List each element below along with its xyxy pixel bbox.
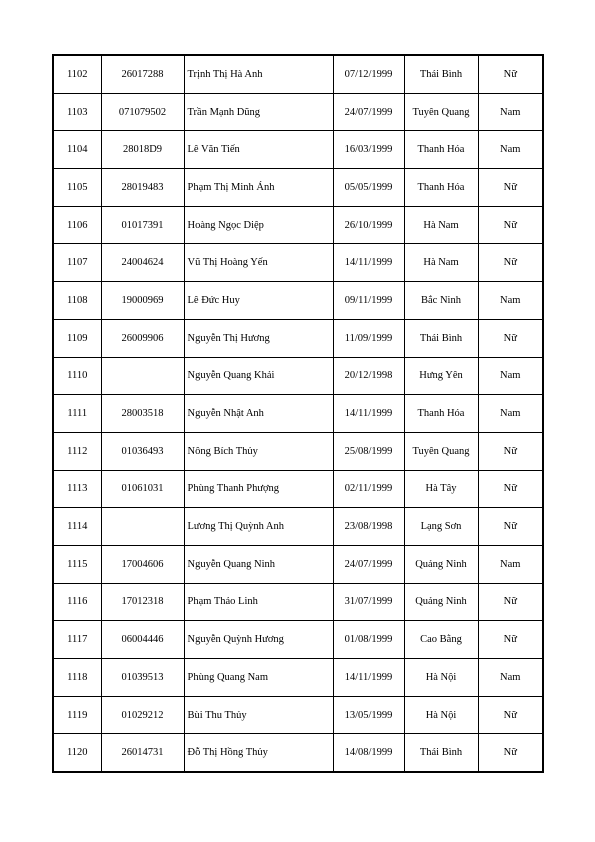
table-row — [53, 93, 543, 131]
gender-cell: Nữ — [478, 508, 543, 546]
table-row — [53, 319, 543, 357]
table-row — [53, 131, 543, 169]
full-name-cell: Phạm Thảo Linh — [184, 583, 333, 621]
full-name-cell: Nông Bích Thủy — [184, 432, 333, 470]
gender-cell: Nam — [478, 545, 543, 583]
province-cell: Tuyên Quang — [404, 93, 478, 131]
gender-cell: Nữ — [478, 55, 543, 93]
candidate-id-cell: 24004624 — [101, 244, 184, 282]
date-of-birth-cell: 11/09/1999 — [333, 319, 404, 357]
date-of-birth-cell: 20/12/1998 — [333, 357, 404, 395]
row-number-cell: 1117 — [53, 621, 101, 659]
full-name-cell: Nguyễn Nhật Anh — [184, 395, 333, 433]
gender-cell: Nam — [478, 357, 543, 395]
candidate-id-cell: 01039513 — [101, 659, 184, 697]
candidate-id-cell: 28003518 — [101, 395, 184, 433]
gender-cell: Nam — [478, 659, 543, 697]
full-name-cell: Nguyễn Quang Khải — [184, 357, 333, 395]
candidate-id-cell: 17012318 — [101, 583, 184, 621]
date-of-birth-cell: 14/11/1999 — [333, 659, 404, 697]
full-name-cell: Phùng Quang Nam — [184, 659, 333, 697]
date-of-birth-cell: 07/12/1999 — [333, 55, 404, 93]
full-name-cell: Nguyễn Quang Ninh — [184, 545, 333, 583]
full-name-cell: Lê Văn Tiến — [184, 131, 333, 169]
gender-cell: Nữ — [478, 583, 543, 621]
table-row — [53, 583, 543, 621]
row-number-cell: 1103 — [53, 93, 101, 131]
gender-cell: Nữ — [478, 169, 543, 207]
full-name-cell: Hoàng Ngọc Diệp — [184, 206, 333, 244]
table-row — [53, 734, 543, 772]
province-cell: Thái Bình — [404, 55, 478, 93]
row-number-cell: 1116 — [53, 583, 101, 621]
full-name-cell: Phùng Thanh Phượng — [184, 470, 333, 508]
row-number-cell: 1104 — [53, 131, 101, 169]
candidate-id-cell: 06004446 — [101, 621, 184, 659]
date-of-birth-cell: 02/11/1999 — [333, 470, 404, 508]
province-cell: Thái Bình — [404, 734, 478, 772]
gender-cell: Nam — [478, 93, 543, 131]
gender-cell: Nữ — [478, 734, 543, 772]
candidate-id-cell: 01061031 — [101, 470, 184, 508]
row-number-cell: 1119 — [53, 696, 101, 734]
row-number-cell: 1112 — [53, 432, 101, 470]
date-of-birth-cell: 14/08/1999 — [333, 734, 404, 772]
full-name-cell: Vũ Thị Hoàng Yến — [184, 244, 333, 282]
candidate-id-cell: 26014731 — [101, 734, 184, 772]
full-name-cell: Lương Thị Quỳnh Anh — [184, 508, 333, 546]
date-of-birth-cell: 24/07/1999 — [333, 93, 404, 131]
table-row — [53, 169, 543, 207]
gender-cell: Nữ — [478, 432, 543, 470]
full-name-cell: Nguyễn Thị Hương — [184, 319, 333, 357]
table-row — [53, 696, 543, 734]
gender-cell: Nữ — [478, 244, 543, 282]
gender-cell: Nam — [478, 395, 543, 433]
date-of-birth-cell: 23/08/1998 — [333, 508, 404, 546]
full-name-cell: Đỗ Thị Hồng Thủy — [184, 734, 333, 772]
row-number-cell: 1111 — [53, 395, 101, 433]
date-of-birth-cell: 14/11/1999 — [333, 244, 404, 282]
gender-cell: Nữ — [478, 696, 543, 734]
candidate-id-cell: 01017391 — [101, 206, 184, 244]
province-cell: Thanh Hóa — [404, 395, 478, 433]
full-name-cell: Nguyễn Quỳnh Hương — [184, 621, 333, 659]
candidate-id-cell: 26009906 — [101, 319, 184, 357]
candidate-id-cell: 26017288 — [101, 55, 184, 93]
row-number-cell: 1107 — [53, 244, 101, 282]
table-row — [53, 659, 543, 697]
province-cell: Thanh Hóa — [404, 131, 478, 169]
date-of-birth-cell: 09/11/1999 — [333, 282, 404, 320]
province-cell: Hà Nội — [404, 659, 478, 697]
row-number-cell: 1118 — [53, 659, 101, 697]
gender-cell: Nữ — [478, 621, 543, 659]
row-number-cell: 1120 — [53, 734, 101, 772]
date-of-birth-cell: 24/07/1999 — [333, 545, 404, 583]
gender-cell: Nam — [478, 131, 543, 169]
province-cell: Bắc Ninh — [404, 282, 478, 320]
candidate-id-cell: 071079502 — [101, 93, 184, 131]
table-row — [53, 432, 543, 470]
full-name-cell: Trịnh Thị Hà Anh — [184, 55, 333, 93]
row-number-cell: 1106 — [53, 206, 101, 244]
province-cell: Hà Nam — [404, 206, 478, 244]
row-number-cell: 1109 — [53, 319, 101, 357]
candidate-id-cell — [101, 357, 184, 395]
table-row — [53, 357, 543, 395]
row-number-cell: 1105 — [53, 169, 101, 207]
full-name-cell: Trần Mạnh Dũng — [184, 93, 333, 131]
table-row — [53, 470, 543, 508]
row-number-cell: 1114 — [53, 508, 101, 546]
province-cell: Hà Tây — [404, 470, 478, 508]
row-number-cell: 1115 — [53, 545, 101, 583]
date-of-birth-cell: 25/08/1999 — [333, 432, 404, 470]
date-of-birth-cell: 01/08/1999 — [333, 621, 404, 659]
table-row — [53, 508, 543, 546]
table-row — [53, 395, 543, 433]
candidate-id-cell — [101, 508, 184, 546]
date-of-birth-cell: 05/05/1999 — [333, 169, 404, 207]
table-row — [53, 621, 543, 659]
province-cell: Hưng Yên — [404, 357, 478, 395]
full-name-cell: Phạm Thị Minh Ánh — [184, 169, 333, 207]
gender-cell: Nữ — [478, 470, 543, 508]
province-cell: Hà Nam — [404, 244, 478, 282]
candidate-id-cell: 28019483 — [101, 169, 184, 207]
candidate-id-cell: 19000969 — [101, 282, 184, 320]
province-cell: Hà Nội — [404, 696, 478, 734]
date-of-birth-cell: 14/11/1999 — [333, 395, 404, 433]
table-body — [53, 55, 543, 772]
table-row — [53, 244, 543, 282]
table-row — [53, 282, 543, 320]
date-of-birth-cell: 13/05/1999 — [333, 696, 404, 734]
gender-cell: Nữ — [478, 206, 543, 244]
row-number-cell: 1113 — [53, 470, 101, 508]
candidate-id-cell: 01029212 — [101, 696, 184, 734]
province-cell: Thái Bình — [404, 319, 478, 357]
gender-cell: Nữ — [478, 319, 543, 357]
table-row — [53, 206, 543, 244]
province-cell: Lạng Sơn — [404, 508, 478, 546]
candidate-id-cell: 01036493 — [101, 432, 184, 470]
student-table — [52, 54, 544, 773]
table-row — [53, 55, 543, 93]
full-name-cell: Bùi Thu Thủy — [184, 696, 333, 734]
date-of-birth-cell: 31/07/1999 — [333, 583, 404, 621]
province-cell: Tuyên Quang — [404, 432, 478, 470]
row-number-cell: 1102 — [53, 55, 101, 93]
province-cell: Quảng Ninh — [404, 583, 478, 621]
table-row — [53, 545, 543, 583]
date-of-birth-cell: 16/03/1999 — [333, 131, 404, 169]
row-number-cell: 1108 — [53, 282, 101, 320]
candidate-id-cell: 28018D9 — [101, 131, 184, 169]
gender-cell: Nam — [478, 282, 543, 320]
province-cell: Quảng Ninh — [404, 545, 478, 583]
date-of-birth-cell: 26/10/1999 — [333, 206, 404, 244]
candidate-id-cell: 17004606 — [101, 545, 184, 583]
full-name-cell: Lê Đức Huy — [184, 282, 333, 320]
row-number-cell: 1110 — [53, 357, 101, 395]
province-cell: Thanh Hóa — [404, 169, 478, 207]
province-cell: Cao Bằng — [404, 621, 478, 659]
